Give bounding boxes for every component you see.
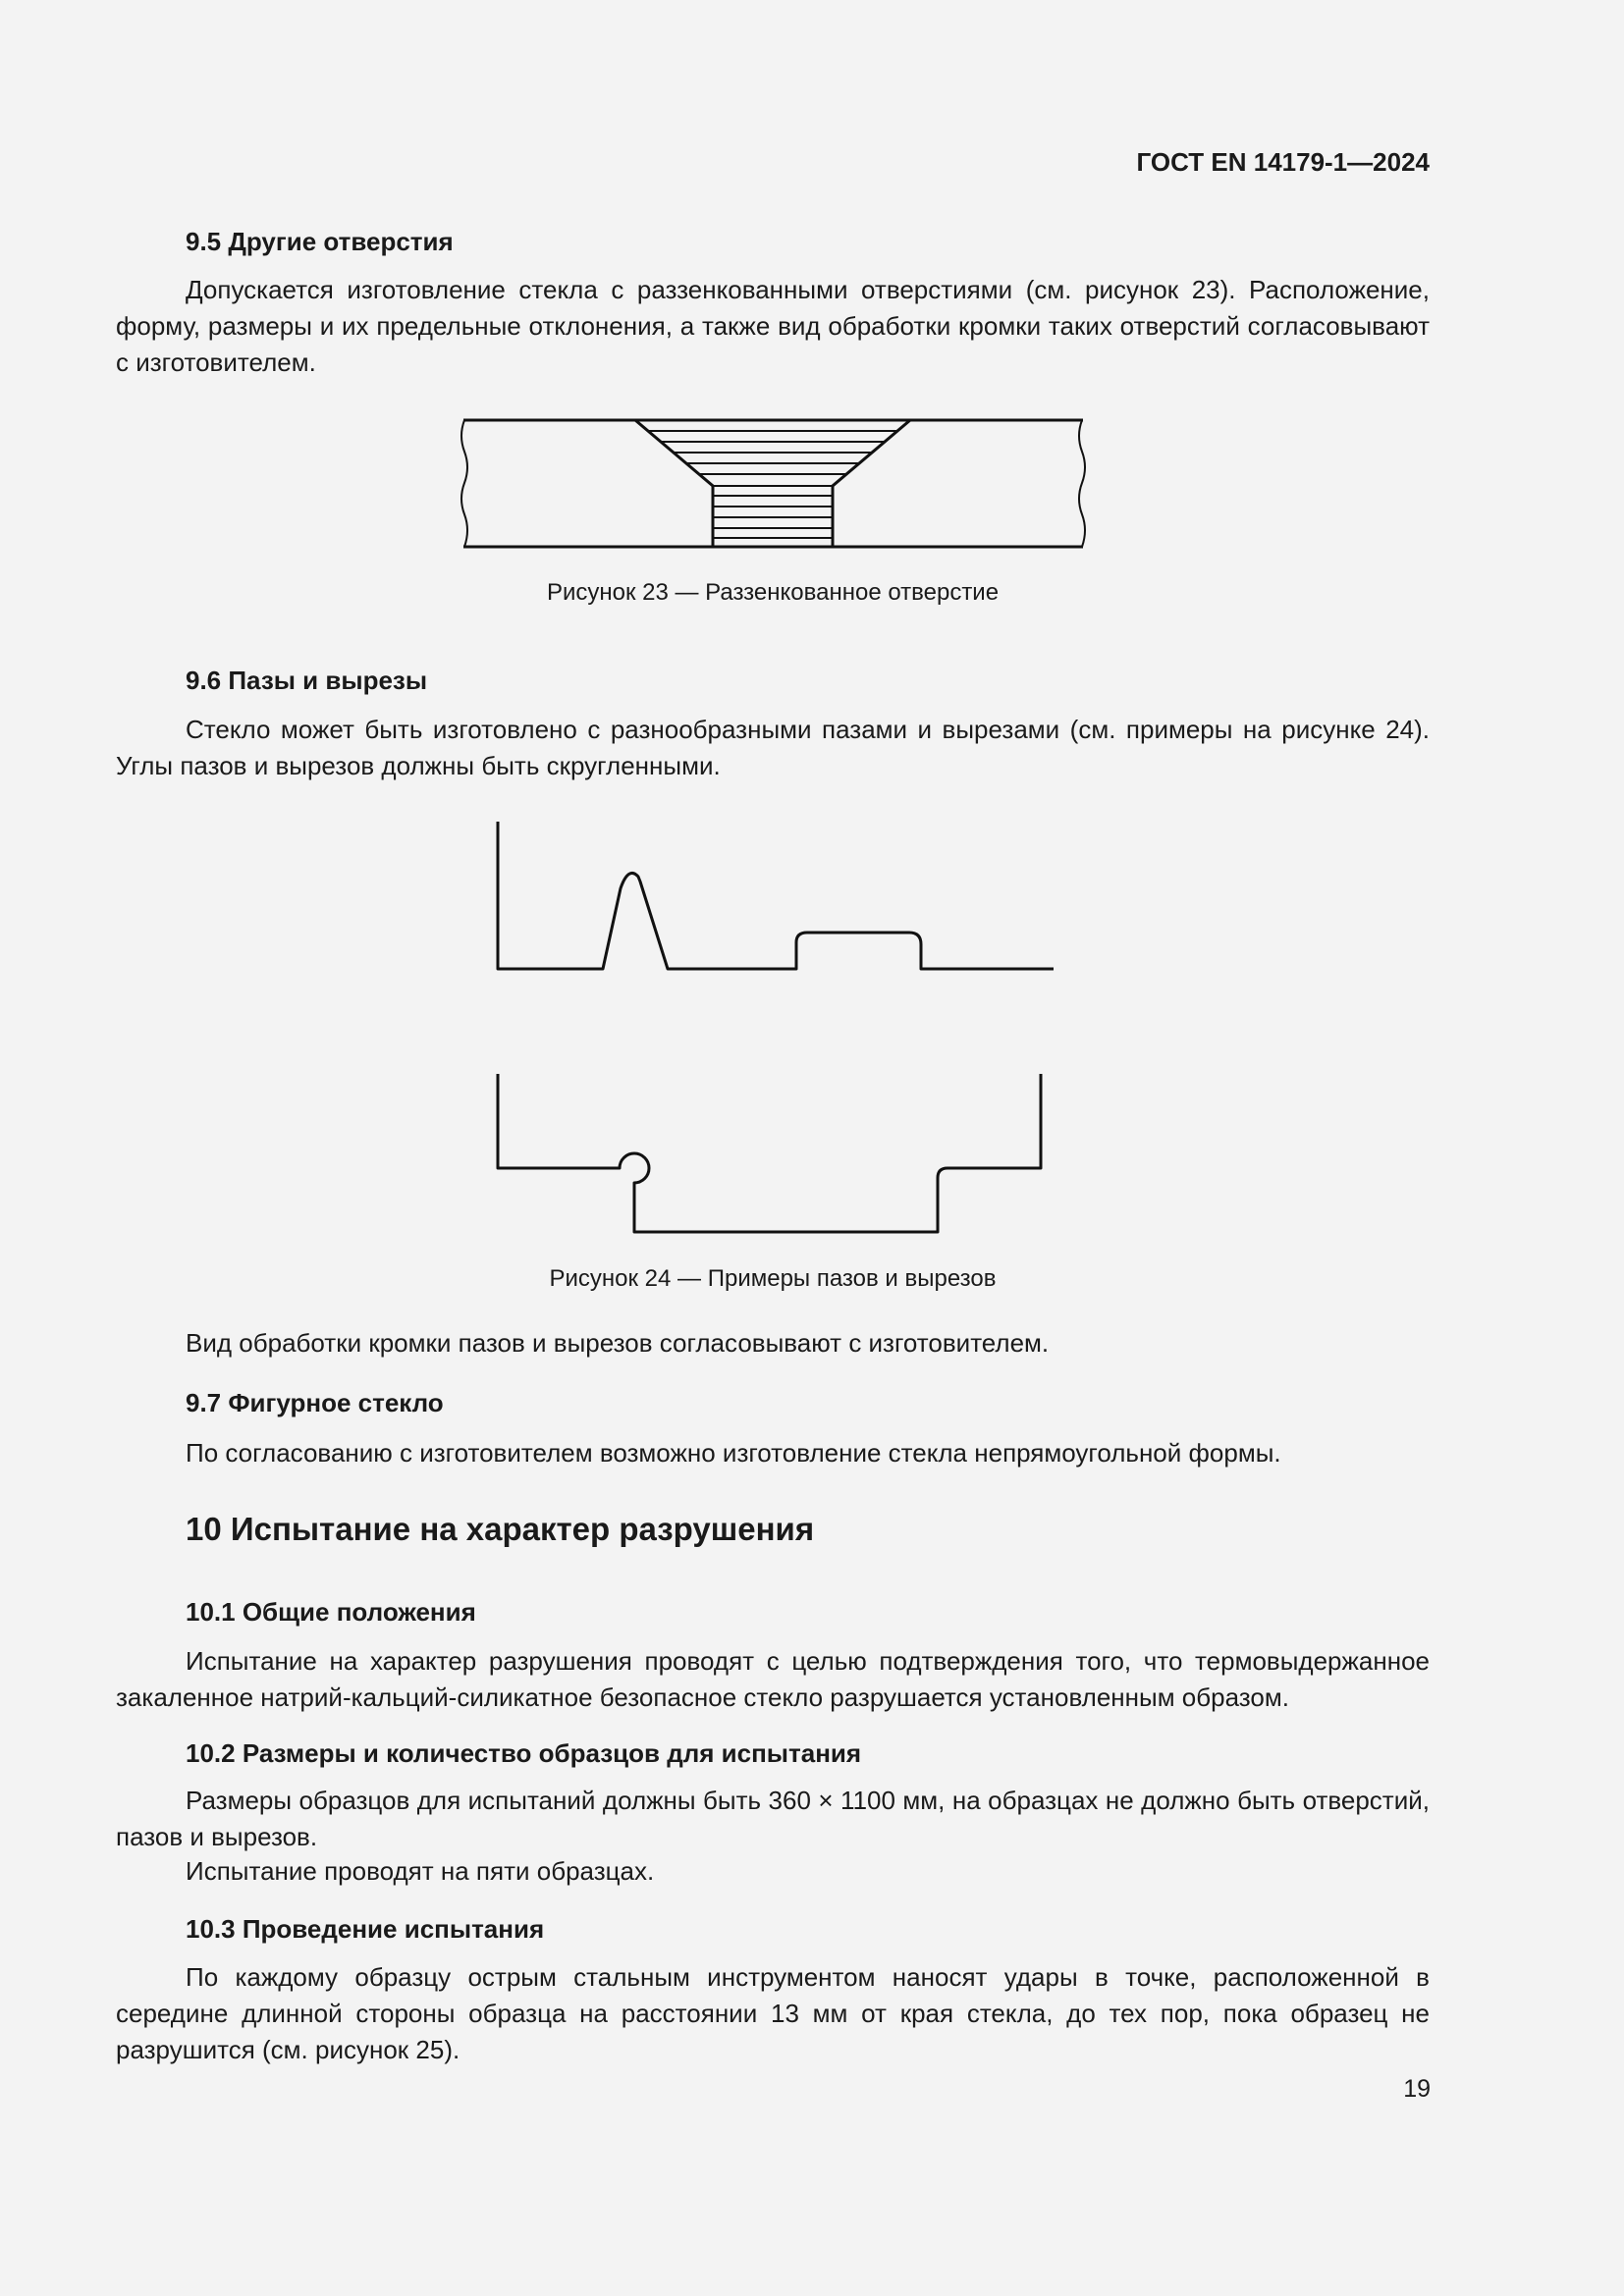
figure-23-caption: Рисунок 23 — Раззенкованное отверстие xyxy=(546,579,1000,606)
section-10-2-samples-line: Испытание проводят на пяти образцах. xyxy=(186,1856,655,1886)
section-10-3-heading: 10.3 Проведение испытания xyxy=(186,1914,545,1944)
edge-processing-paragraph: Вид обработки кромки пазов и вырезов согласовывают с изготовителем. xyxy=(186,1328,1050,1358)
section-9-6-paragraph: Стекло может быть изготовлено с разнообразными пазами и вырезами (см. примеры на рисунке 24). Углы пазов и вырезов должны быть скругленными. xyxy=(116,715,1430,780)
section-10-2-heading: 10.2 Размеры и количество образцов для испытания xyxy=(186,1738,862,1768)
page-number: 19 xyxy=(1403,2075,1431,2103)
section-10-1-paragraph: Испытание на характер разрушения проводят с целью подтверждения того, что термовыдержанное закаленное натрий-кальций-силикатное безопасное стекло разрушается установленным образом. xyxy=(116,1646,1430,1712)
section-9-5-heading: 9.5 Другие отверстия xyxy=(186,227,454,256)
document-code: ГОСТ EN 14179-1—2024 xyxy=(1136,147,1430,177)
section-9-7-paragraph: По согласованию с изготовителем возможно изготовление стекла непрямоугольной формы. xyxy=(186,1438,1281,1468)
section-10-heading: 10 Испытание на характер разрушения xyxy=(186,1511,815,1547)
section-9-7-heading: 9.7 Фигурное стекло xyxy=(186,1388,444,1417)
section-10-1-heading: 10.1 Общие положения xyxy=(186,1597,476,1627)
section-10-2-paragraph: Размеры образцов для испытаний должны быть 360 × 1100 мм, на образцах не должно быть отверстий, пазов и вырезов. xyxy=(116,1786,1430,1851)
section-9-6-heading: 9.6 Пазы и вырезы xyxy=(186,666,428,695)
figure-24-caption: Рисунок 24 — Примеры пазов и вырезов xyxy=(549,1265,997,1292)
section-10-3-paragraph: По каждому образцу острым стальным инструментом наносят удары в точке, расположенной в середине длинной стороны образца на расстоянии 13 мм от края стекла, до тех пор, пока образец не разрушится (см. рисунок 25). xyxy=(116,1962,1430,2064)
section-9-5-paragraph: Допускается изготовление стекла с раззенкованными отверстиями (см. рисунок 23). Расположение, форму, размеры и их предельные отклонения, а также вид обработки кромки таких отверстий согласовывают с изготовителем. xyxy=(116,275,1430,377)
